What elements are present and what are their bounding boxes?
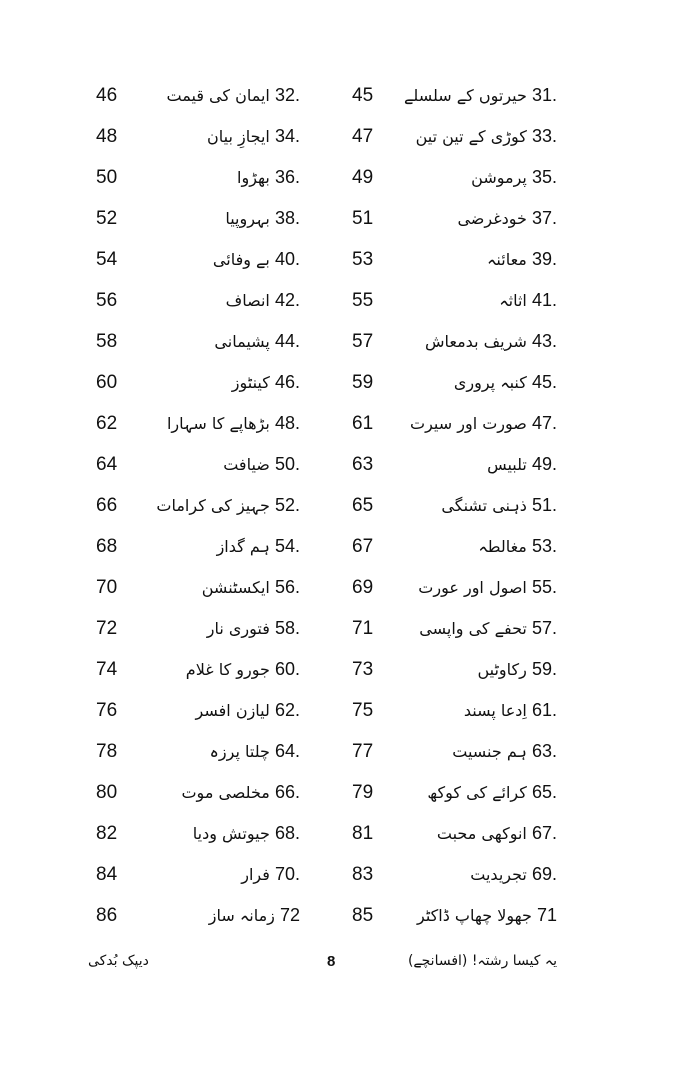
toc-entry [237,157,300,198]
toc-entry [464,690,557,731]
toc-entry-title: تلبیس [487,455,527,474]
toc-row [0,280,695,321]
toc-row [0,239,695,280]
toc-entry-title: ایمان کی قیمت [166,86,270,105]
toc-entry-title: انوکھی محبت [436,824,527,843]
toc-page-number: 56 [96,290,118,311]
toc-page-number: 72 [96,618,118,639]
toc-entry [196,690,300,731]
toc-entry-number: 58. [274,618,300,638]
toc-page-number: 77 [352,741,374,762]
toc-entry-number: 64. [274,741,300,761]
toc-row [0,444,695,485]
toc-entry [477,649,557,690]
toc-entry-title: صورت اور سیرت [410,414,527,433]
toc-entry-title: مخلصی موت [181,783,270,802]
toc-entry-number: 53. [531,536,557,556]
toc-entry [232,362,300,403]
toc-entry-title: مغالطہ [478,537,527,556]
toc-page-number: 64 [96,454,118,475]
toc-entry-number: 34. [274,126,300,146]
toc-entry-title: فتوری نار [206,619,270,638]
toc-page-number: 65 [352,495,374,516]
toc-page-number: 53 [352,249,374,270]
toc-page-number: 49 [352,167,374,188]
toc-row [0,116,695,157]
toc-entry-title: زمانہ ساز [208,906,275,925]
toc-entry [207,608,300,649]
toc-entry-number: 43. [531,331,557,351]
toc-entry-title: اثاثہ [499,291,527,310]
toc-entry [437,813,557,854]
toc-entry [419,608,557,649]
toc-row [0,526,695,567]
toc-entry [410,403,557,444]
toc-entry-title: جہیز کی کرامات [156,496,270,515]
toc-entry-title: ہم جنسیت [452,742,527,761]
toc-page-number: 83 [352,864,374,885]
toc-entry-title: بڑھاپے کا سہارا [166,414,270,433]
toc-entry-number: 61. [531,700,557,720]
toc-entry [452,731,557,772]
toc-entry-title: اصول اور عورت [418,578,527,597]
toc-entry [181,772,300,813]
toc-entry-number: 57. [531,618,557,638]
toc-entry-title: اِدعا پسند [463,701,527,720]
toc-page-number: 80 [96,782,118,803]
page-footer [0,953,695,983]
toc-entry-number: 72 [279,905,300,925]
toc-entry-number: 56. [274,577,300,597]
toc-entry-number: 69. [531,864,557,884]
toc-entry [487,239,557,280]
toc-page-number: 86 [96,905,118,926]
footer-author: دیپک بُدکی [88,953,149,969]
footer-page-number: 8 [327,953,336,970]
toc-page-number: 73 [352,659,374,680]
toc-page-number: 50 [96,167,118,188]
toc-entry [416,116,557,157]
toc-entry-title: تحفے کی واپسی [419,619,527,638]
toc-page-number: 46 [96,85,118,106]
toc-entry [193,813,300,854]
toc-entry-number: 40. [274,249,300,269]
toc-entry-number: 54. [274,536,300,556]
toc-entry-number: 42. [274,290,300,310]
toc-page-number: 76 [96,700,118,721]
toc-entry-number: 70. [274,864,300,884]
toc-entry [471,157,557,198]
toc-page-number: 68 [96,536,118,557]
toc-page-number: 48 [96,126,118,147]
toc-page-number: 54 [96,249,118,270]
toc-entry-title: بے وفائی [212,250,270,269]
toc-entry-number: 37. [531,208,557,228]
toc-entry-number: 51. [531,495,557,515]
toc-entry-number: 50. [274,454,300,474]
toc-entry-title: خودغرضی [457,209,527,228]
toc-entry-number: 52. [274,495,300,515]
toc-entry [487,444,557,485]
toc-entry [427,772,557,813]
toc-row [0,157,695,198]
toc-row [0,485,695,526]
toc-entry [207,116,300,157]
toc-row [0,854,695,895]
toc-page-number: 58 [96,331,118,352]
toc-page-number: 74 [96,659,118,680]
toc-entry [454,362,557,403]
toc-entry [441,485,557,526]
toc-entry [210,731,300,772]
toc-entry [217,526,300,567]
toc-entry-title: انصاف [225,291,270,310]
toc-entry-title: کوڑی کے تین تین [415,127,527,146]
toc-row [0,649,695,690]
toc-entry [241,854,300,895]
toc-entry [186,649,300,690]
toc-entry [209,895,300,936]
toc-entry-number: 60. [274,659,300,679]
toc-entry-number: 62. [274,700,300,720]
toc-entry-number: 36. [274,167,300,187]
toc-entry-title: کینٹوز [231,373,270,392]
toc-entry [226,280,300,321]
toc-entry-number: 44. [274,331,300,351]
toc-entry [457,198,557,239]
footer-book-title: یہ کیسا رشتہ! (افسانچے) [407,953,557,969]
table-of-contents [0,75,695,936]
toc-entry-title: ایکسٹنشن [201,578,270,597]
toc-entry [202,567,300,608]
toc-entry-number: 31. [531,85,557,105]
toc-page-number: 59 [352,372,374,393]
toc-entry [223,444,300,485]
toc-entry [470,854,557,895]
toc-entry-number: 41. [531,290,557,310]
toc-entry [156,485,300,526]
toc-page-number: 52 [96,208,118,229]
toc-row [0,75,695,116]
toc-entry-number: 65. [531,782,557,802]
toc-entry-number: 67. [531,823,557,843]
toc-entry-title: کرائے کی کوکھ [427,783,527,802]
toc-entry-title: لیازن افسر [195,701,270,720]
toc-entry-title: ایجازِ بیان [207,127,270,146]
toc-page-number: 66 [96,495,118,516]
toc-entry-number: 47. [531,413,557,433]
toc-entry-number: 63. [531,741,557,761]
toc-row [0,567,695,608]
toc-entry-title: پرموشن [471,168,527,187]
toc-page-number: 63 [352,454,374,475]
toc-entry-title: ہم گداز [216,537,270,556]
toc-entry-title: شریف بدمعاش [424,332,527,351]
toc-entry-title: پشیمانی [214,332,270,351]
toc-row [0,895,695,936]
toc-entry-number: 38. [274,208,300,228]
toc-page-number: 82 [96,823,118,844]
toc-entry [499,280,557,321]
toc-page-number: 81 [352,823,374,844]
toc-entry-number: 48. [274,413,300,433]
toc-entry-title: بھڑوا [237,168,270,187]
toc-entry-number: 39. [531,249,557,269]
toc-page-number: 78 [96,741,118,762]
toc-row [0,608,695,649]
toc-entry-title: جھولا چھاپ ڈاکٹر [417,906,532,925]
toc-page-number: 79 [352,782,374,803]
toc-entry-title: ذہنی تشنگی [441,496,527,515]
toc-row [0,813,695,854]
toc-entry-number: 55. [531,577,557,597]
toc-row [0,772,695,813]
toc-row [0,198,695,239]
toc-page-number: 67 [352,536,374,557]
toc-page-number: 45 [352,85,374,106]
toc-entry-title: جیوتش ودیا [192,824,270,843]
toc-entry-title: رکاوٹیں [477,660,527,679]
toc-entry-title: حیرتوں کے سلسلے [404,86,527,105]
toc-entry-title: جورو کا غلام [185,660,270,679]
toc-entry-title: چلتا پرزہ [209,742,270,761]
toc-page-number: 51 [352,208,374,229]
toc-row [0,731,695,772]
toc-page-number: 84 [96,864,118,885]
toc-page-number: 57 [352,331,374,352]
toc-entry-title: فرار [241,865,270,884]
toc-page-number: 85 [352,905,374,926]
toc-entry-number: 49. [531,454,557,474]
toc-entry-number: 68. [274,823,300,843]
toc-entry [425,321,557,362]
toc-row [0,690,695,731]
toc-entry [167,403,300,444]
toc-page-number: 75 [352,700,374,721]
toc-entry-number: 71 [536,905,557,925]
toc-entry-title: معائنہ [487,250,527,269]
toc-entry-title: کنبہ پروری [453,373,527,392]
toc-entry [404,75,557,116]
toc-entry [478,526,557,567]
toc-page-number: 60 [96,372,118,393]
toc-entry-number: 33. [531,126,557,146]
toc-page-number: 61 [352,413,374,434]
toc-entry [417,895,557,936]
toc-page-number: 55 [352,290,374,311]
toc-page-number: 62 [96,413,118,434]
toc-entry-title: بہروپیا [225,209,270,228]
toc-row [0,321,695,362]
toc-entry-number: 46. [274,372,300,392]
toc-entry [213,239,300,280]
toc-entry [167,75,300,116]
toc-entry-title: ضیافت [223,455,270,474]
toc-entry [214,321,300,362]
toc-entry-number: 59. [531,659,557,679]
toc-page-number: 69 [352,577,374,598]
toc-entry-title: تجریدیت [470,865,527,884]
toc-entry-number: 35. [531,167,557,187]
toc-entry-number: 32. [274,85,300,105]
toc-entry-number: 45. [531,372,557,392]
toc-page-number: 47 [352,126,374,147]
toc-page-number: 71 [352,618,374,639]
toc-entry-number: 66. [274,782,300,802]
toc-page-number: 70 [96,577,118,598]
toc-row [0,362,695,403]
toc-entry [225,198,300,239]
toc-row [0,403,695,444]
toc-entry [418,567,557,608]
